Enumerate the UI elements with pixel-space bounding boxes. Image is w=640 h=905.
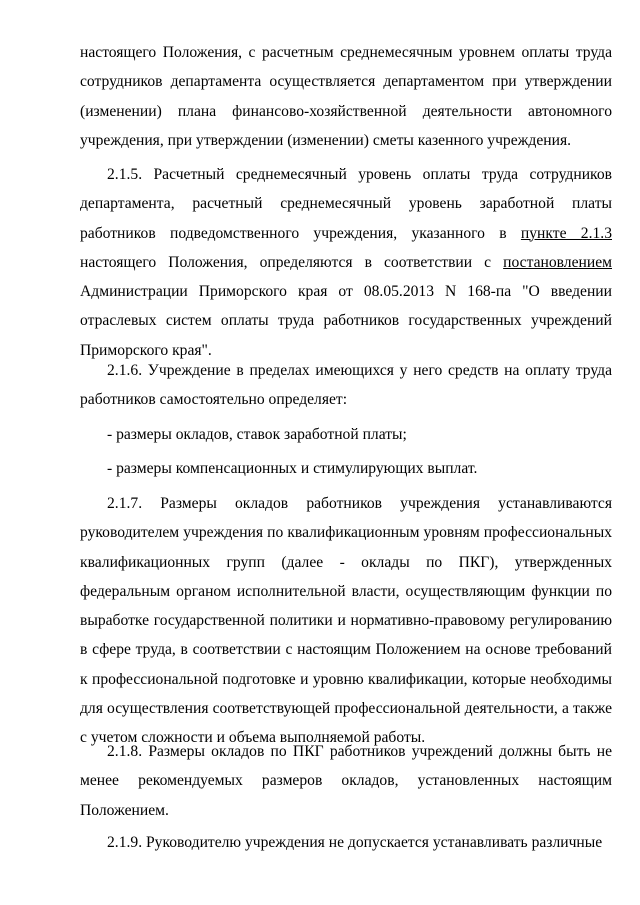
paragraph-2-1-5-text-b: настоящего Положения, определяются в соответствии с [80, 253, 504, 271]
paragraph-2-1-8: 2.1.8. Размеры окладов по ПКГ работников учреждений должны быть не менее рекомендуемых размеров окладов, установленных настоящим Положением. [80, 743, 612, 819]
link-postanovlenie[interactable]: постановлением [503, 253, 612, 271]
paragraph-2-1-5-text-a: 2.1.5. Расчетный среднемесячный уровень оплаты труда сотрудников департамента, расчетный среднемесячный уровень заработной платы работников подведомственного учреждения, указанного в [80, 166, 612, 242]
paragraph-2-1-7: 2.1.7. Размеры окладов работников учреждения устанавливаются руководителем учреждения по квалификационным уровням профессиональных квалификационных групп (далее - оклады по ПКГ), утвержденных федеральным органом исполнительной власти, осуществляющим функции по выработке государственной политики и нормативно-правовому регулированию в сфере труда, в соответствии с настоящим Положением на основе требований к профессиональной подготовке и уровню квалификации, которые необходимы для осуществления соответствующей профессиональной деятельности, а также с учетом сложности и объема выполняемой работы. [80, 495, 612, 747]
link-punkt-2-1-3[interactable]: пункте 2.1.3 [520, 224, 612, 242]
paragraph-2-1-9: 2.1.9. Руководителю учреждения не допускается устанавливать различные [107, 834, 603, 851]
paragraph-continued: настоящего Положения, с расчетным среднемесячным уровнем оплаты труда сотрудников департамента осуществляется департаментом при утверждении (изменении) плана финансово-хозяйственной деятельности автономного учреждения, при утверждении (изменении) сметы казенного учреждения. [80, 44, 612, 149]
paragraph-2-1-5-text-c: Администрации Приморского края от 08.05.2013 N 168-па "О введении отраслевых систем оплаты труда работников государственных учреждений Приморского края". [80, 283, 612, 359]
paragraph-2-1-5 [80, 160, 612, 365]
paragraph-2-1-6: 2.1.6. Учреждение в пределах имеющихся у него средств на оплату труда работников самостоятельно определяет: [80, 362, 612, 409]
list-item-payments: - размеры компенсационных и стимулирующих выплат. [107, 460, 478, 477]
list-item-salaries: - размеры окладов, ставок заработной платы; [107, 426, 407, 443]
